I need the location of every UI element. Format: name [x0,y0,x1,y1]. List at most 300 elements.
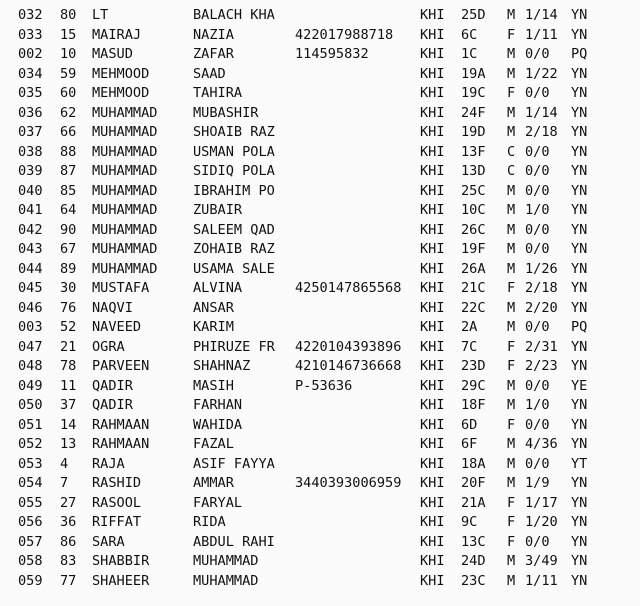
gender: M [507,221,516,238]
seat-number: 88 [60,143,77,160]
gender: M [507,241,516,257]
status-flag: YN [571,416,588,433]
given-name: USMAN POLA [193,143,275,160]
block-code: 6D [461,416,478,433]
block-code: 7C [461,338,478,355]
block-code: 20F [461,475,486,491]
gender: M [507,553,516,569]
surname: RASOOL [92,494,142,511]
surname: SHAHEER [92,572,150,589]
seat-number: 90 [60,221,77,238]
city-code: KHI [420,221,445,238]
serial-number: 034 [18,65,43,82]
surname: RIFFAT [92,514,142,530]
status-flag: PQ [571,46,588,62]
block-code: 9C [461,514,478,530]
status-flag: YN [571,163,588,179]
surname: SHABBIR [92,553,150,569]
seat-number: 10 [60,46,77,62]
block-code: 19A [461,65,486,82]
given-name: ZOHAIB RAZ [193,241,275,257]
seat-number: 52 [60,319,77,335]
ratio-code: 1/14 [525,104,558,121]
ratio-code: 0/0 [525,221,550,238]
surname: MUHAMMAD [92,124,158,140]
ratio-code: 1/11 [525,572,558,589]
surname: LT [92,7,109,23]
serial-number: 036 [18,104,43,121]
ratio-code: 0/0 [525,455,550,472]
table-row [0,455,640,475]
status-flag: YN [571,514,588,530]
seat-number: 27 [60,494,77,511]
seat-number: 76 [60,299,77,316]
city-code: KHI [420,202,445,218]
city-code: KHI [420,455,445,472]
block-code: 21C [461,280,486,296]
surname: NAVEED [92,319,142,335]
serial-number: 003 [18,319,43,335]
serial-number: 043 [18,241,43,257]
given-name: USAMA SALE [193,260,275,277]
status-flag: YN [571,260,588,277]
block-code: 1C [461,46,478,62]
serial-number: 045 [18,280,43,296]
gender: M [507,104,516,121]
serial-number: 050 [18,397,43,413]
city-code: KHI [420,397,445,413]
id-number: 114595832 [295,46,369,62]
serial-number: 035 [18,85,43,101]
status-flag: YN [571,358,588,374]
given-name: ANSAR [193,299,234,316]
status-flag: YN [571,202,588,218]
seat-number: 83 [60,553,77,569]
seat-number: 66 [60,124,77,140]
ratio-code: 0/0 [525,143,550,160]
status-flag: YE [571,377,588,394]
given-name: BALACH KHA [193,7,275,23]
given-name: ASIF FAYYA [193,455,275,472]
city-code: KHI [420,494,445,511]
given-name: ALVINA [193,280,243,296]
surname: SARA [92,533,125,550]
surname: MUHAMMAD [92,143,158,160]
seat-number: 64 [60,202,77,218]
gender: M [507,436,516,452]
surname: PARVEEN [92,358,150,374]
serial-number: 052 [18,436,43,452]
gender: M [507,182,516,199]
block-code: 19C [461,85,486,101]
serial-number: 032 [18,7,43,23]
given-name: MUHAMMAD [193,572,259,589]
status-flag: YN [571,299,588,316]
table-row [0,338,640,358]
gender: M [507,397,516,413]
block-code: 26A [461,260,486,277]
seat-number: 77 [60,572,77,589]
status-flag: YN [571,26,588,43]
status-flag: YN [571,241,588,257]
surname: RAJA [92,455,125,472]
seat-number: 78 [60,358,77,374]
ratio-code: 0/0 [525,533,550,550]
block-code: 13C [461,533,486,550]
seat-number: 67 [60,241,77,257]
gender: C [507,163,516,179]
given-name: FAZAL [193,436,234,452]
surname: MUHAMMAD [92,241,158,257]
id-number: 4210146736668 [295,358,402,374]
gender: F [507,26,516,43]
table-row [0,182,640,202]
surname: MUHAMMAD [92,221,158,238]
status-flag: PQ [571,319,588,335]
seat-number: 80 [60,7,77,23]
status-flag: YN [571,553,588,569]
table-row [0,572,640,592]
ratio-code: 3/49 [525,553,558,569]
given-name: SHOAIB RAZ [193,124,275,140]
ratio-code: 0/0 [525,46,550,62]
surname: MEHMOOD [92,65,150,82]
ratio-code: 0/0 [525,163,550,179]
status-flag: YN [571,7,588,23]
status-flag: YN [571,65,588,82]
city-code: KHI [420,65,445,82]
block-code: 23D [461,358,486,374]
seat-number: 21 [60,338,77,355]
city-code: KHI [420,553,445,569]
serial-number: 048 [18,358,43,374]
table-row [0,240,640,260]
block-code: 29C [461,377,486,394]
ratio-code: 0/0 [525,377,550,394]
serial-number: 058 [18,553,43,569]
surname: MASUD [92,46,133,62]
gender: M [507,124,516,140]
surname: RASHID [92,475,142,491]
city-code: KHI [420,163,445,179]
table-row [0,123,640,143]
surname: QADIR [92,397,133,413]
given-name: SHAHNAZ [193,358,251,374]
status-flag: YN [571,494,588,511]
ratio-code: 1/22 [525,65,558,82]
status-flag: YN [571,124,588,140]
table-row [0,396,640,416]
block-code: 18A [461,455,486,472]
gender: F [507,416,516,433]
table-row [0,552,640,572]
table-row [0,435,640,455]
status-flag: YN [571,475,588,491]
block-code: 19D [461,124,486,140]
table-row [0,416,640,436]
serial-number: 046 [18,299,43,316]
table-row [0,318,640,338]
city-code: KHI [420,182,445,199]
given-name: FARHAN [193,397,243,413]
serial-number: 033 [18,26,43,43]
seat-number: 89 [60,260,77,277]
block-code: 25C [461,182,486,199]
gender: C [507,143,516,160]
given-name: AMMAR [193,475,234,491]
given-name: SAAD [193,65,226,82]
table-row [0,26,640,46]
seat-number: 14 [60,416,77,433]
city-code: KHI [420,533,445,550]
city-code: KHI [420,416,445,433]
ratio-code: 1/26 [525,260,558,277]
ratio-code: 1/0 [525,397,550,413]
table-row [0,377,640,397]
table-row [0,299,640,319]
surname: MUHAMMAD [92,182,158,199]
seat-number: 60 [60,85,77,101]
gender: F [507,533,516,550]
surname: MUHAMMAD [92,163,158,179]
table-row [0,65,640,85]
city-code: KHI [420,358,445,374]
seat-number: 13 [60,436,77,452]
seat-number: 37 [60,397,77,413]
status-flag: YN [571,436,588,452]
ratio-code: 1/20 [525,514,558,530]
seat-number: 86 [60,533,77,550]
given-name: TAHIRA [193,85,243,101]
status-flag: YN [571,572,588,589]
given-name: SIDIQ POLA [193,163,275,179]
ratio-code: 2/23 [525,358,558,374]
block-code: 13F [461,143,486,160]
status-flag: YT [571,455,588,472]
block-code: 25D [461,7,486,23]
status-flag: YN [571,221,588,238]
table-row [0,201,640,221]
table-row [0,357,640,377]
ratio-code: 0/0 [525,319,550,335]
city-code: KHI [420,85,445,101]
city-code: KHI [420,280,445,296]
given-name: MUHAMMAD [193,553,259,569]
given-name: RIDA [193,514,226,530]
seat-number: 87 [60,163,77,179]
gender: F [507,280,516,296]
ratio-code: 2/20 [525,299,558,316]
gender: M [507,65,516,82]
city-code: KHI [420,124,445,140]
seat-number: 59 [60,65,77,82]
block-code: 21A [461,494,486,511]
gender: M [507,319,516,335]
seat-number: 11 [60,377,77,394]
serial-number: 051 [18,416,43,433]
ratio-code: 2/18 [525,280,558,296]
serial-number: 039 [18,163,43,179]
given-name: SALEEM QAD [193,221,275,238]
serial-number: 057 [18,533,43,550]
table-row [0,221,640,241]
ratio-code: 1/9 [525,475,550,491]
city-code: KHI [420,475,445,491]
gender: M [507,475,516,491]
surname: RAHMAAN [92,436,150,452]
given-name: IBRAHIM PO [193,182,275,199]
gender: M [507,260,516,277]
city-code: KHI [420,104,445,121]
serial-number: 040 [18,182,43,199]
table-row [0,6,640,26]
serial-number: 055 [18,494,43,511]
status-flag: YN [571,397,588,413]
serial-number: 041 [18,202,43,218]
surname: MUHAMMAD [92,260,158,277]
gender: F [507,85,516,101]
gender: M [507,455,516,472]
given-name: ZUBAIR [193,202,243,218]
gender: M [507,377,516,394]
block-code: 22C [461,299,486,316]
serial-number: 059 [18,572,43,589]
table-row [0,143,640,163]
ratio-code: 1/14 [525,7,558,23]
city-code: KHI [420,143,445,160]
city-code: KHI [420,572,445,589]
surname: MUSTAFA [92,280,150,296]
status-flag: YN [571,280,588,296]
status-flag: YN [571,533,588,550]
ratio-code: 0/0 [525,416,550,433]
id-number: 4250147865568 [295,280,402,296]
table-row [0,84,640,104]
surname: MAIRAJ [92,26,142,43]
status-flag: YN [571,338,588,355]
ratio-code: 1/11 [525,26,558,43]
given-name: ZAFAR [193,46,234,62]
gender: F [507,358,516,374]
table-row [0,513,640,533]
seat-number: 62 [60,104,77,121]
gender: M [507,299,516,316]
block-code: 2A [461,319,478,335]
seat-number: 85 [60,182,77,199]
table-row [0,279,640,299]
status-flag: YN [571,143,588,160]
block-code: 19F [461,241,486,257]
city-code: KHI [420,338,445,355]
city-code: KHI [420,319,445,335]
ratio-code: 0/0 [525,182,550,199]
ratio-code: 1/0 [525,202,550,218]
gender: M [507,202,516,218]
block-code: 26C [461,221,486,238]
city-code: KHI [420,436,445,452]
serial-number: 037 [18,124,43,140]
block-code: 24D [461,553,486,569]
city-code: KHI [420,7,445,23]
status-flag: YN [571,85,588,101]
table-row [0,162,640,182]
given-name: ABDUL RAHI [193,533,275,550]
status-flag: YN [571,182,588,199]
table-row [0,104,640,124]
surname: MUHAMMAD [92,104,158,121]
ratio-code: 2/31 [525,338,558,355]
serial-number: 054 [18,475,43,491]
ratio-code: 0/0 [525,241,550,257]
block-code: 24F [461,104,486,121]
status-flag: YN [571,104,588,121]
seat-number: 4 [60,455,69,472]
given-name: MASIH [193,377,234,394]
serial-number: 049 [18,377,43,394]
gender: M [507,46,516,62]
serial-number: 053 [18,455,43,472]
serial-number: 056 [18,514,43,530]
ratio-code: 0/0 [525,85,550,101]
given-name: PHIRUZE FR [193,338,275,355]
block-code: 23C [461,572,486,589]
table-row [0,494,640,514]
serial-number: 042 [18,221,43,238]
table-row [0,533,640,553]
city-code: KHI [420,46,445,62]
surname: MUHAMMAD [92,202,158,218]
city-code: KHI [420,299,445,316]
ratio-code: 4/36 [525,436,558,452]
serial-number: 038 [18,143,43,160]
block-code: 13D [461,163,486,179]
table-row [0,45,640,65]
gender: M [507,7,516,23]
city-code: KHI [420,514,445,530]
block-code: 18F [461,397,486,413]
ratio-code: 1/17 [525,494,558,511]
city-code: KHI [420,26,445,43]
seat-number: 30 [60,280,77,296]
serial-number: 044 [18,260,43,277]
gender: F [507,514,516,530]
table-row [0,474,640,494]
surname: NAQVI [92,299,133,316]
seat-number: 7 [60,475,69,491]
city-code: KHI [420,377,445,394]
seat-number: 15 [60,26,77,43]
id-number: P-53636 [295,377,353,394]
gender: F [507,338,516,355]
block-code: 10C [461,202,486,218]
gender: M [507,572,516,589]
serial-number: 047 [18,338,43,355]
surname: MEHMOOD [92,85,150,101]
ratio-code: 2/18 [525,124,558,140]
block-code: 6C [461,26,478,43]
table-row [0,260,640,280]
given-name: WAHIDA [193,416,243,433]
city-code: KHI [420,241,445,257]
given-name: FARYAL [193,494,243,511]
gender: F [507,494,516,511]
block-code: 6F [461,436,478,452]
id-number: 4220104393896 [295,338,402,355]
surname: QADIR [92,377,133,394]
city-code: KHI [420,260,445,277]
given-name: NAZIA [193,26,234,43]
id-number: 422017988718 [295,26,394,43]
